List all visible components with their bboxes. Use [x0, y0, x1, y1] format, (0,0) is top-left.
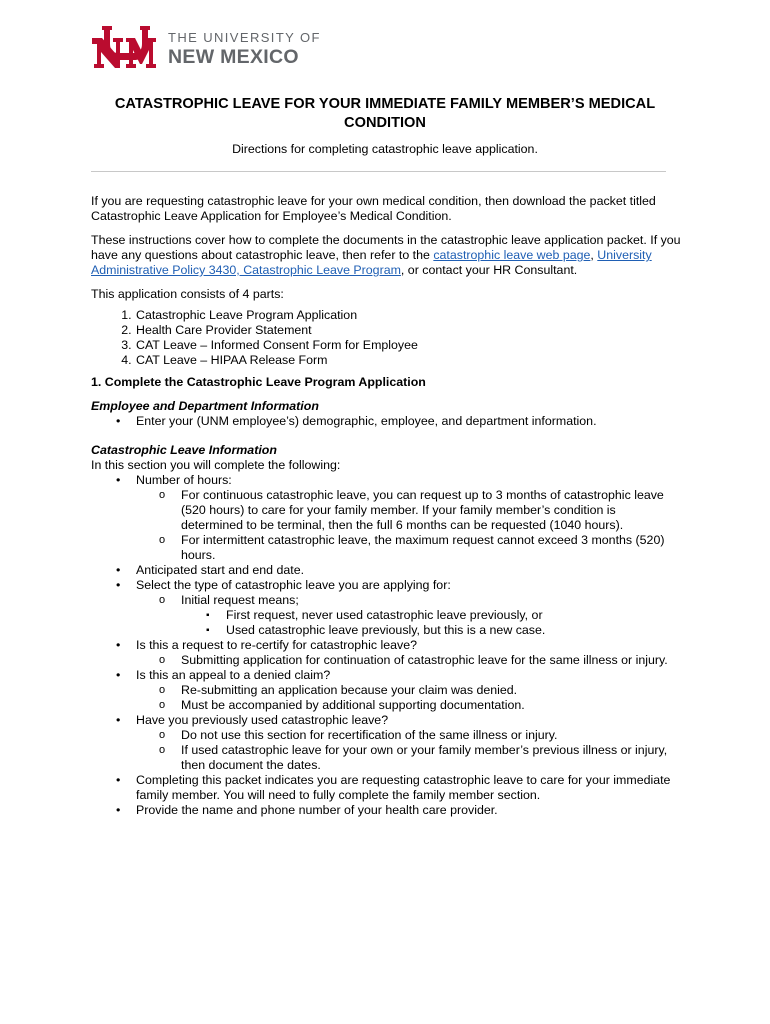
logo-new-mexico: NEW MEXICO: [168, 46, 299, 68]
catastrophic-leave-web-page-link[interactable]: catastrophic leave web page: [433, 248, 591, 262]
list-item: [91, 638, 681, 668]
intro-text: ,: [590, 248, 598, 262]
intro-paragraph-own-condition: If you are requesting catastrophic leave for your own medical condition, then download the packet titled Catastrophic Leave Application for Employee’s Medical Condition.: [91, 194, 656, 223]
sub-list-item: o For continuous catastrophic leave, you can request up to 3 months of catastrophic leave (520 hours) to care for your family member. If your family member’s condition is determined to be terminal, then the full 6 months can be requested (1040 hours).: [136, 488, 681, 533]
sub-list-item: [136, 593, 681, 638]
list-item-text: Select the type of catastrophic leave you are applying for:: [136, 578, 451, 592]
parts-intro: This application consists of 4 parts:: [91, 287, 284, 301]
list-item: • Completing this packet indicates you are requesting catastrophic leave to care for your immediate family member. You will need to fully complete the family member section.: [91, 773, 681, 803]
list-item: 2. Health Care Provider Statement: [135, 323, 681, 338]
sub-list-item: o For intermittent catastrophic leave, the maximum request cannot exceed 3 months (520) hours.: [136, 533, 681, 563]
list-item: 3. CAT Leave – Informed Consent Form for Employee: [135, 338, 681, 353]
sub-list-item: o Do not use this section for recertification of the same illness or injury.: [136, 728, 681, 743]
sub-sub-list-item: ▪ Used catastrophic leave previously, but this is a new case.: [181, 623, 681, 638]
sub-list: [136, 683, 681, 713]
list-item-text: Is this an appeal to a denied claim?: [136, 668, 331, 682]
list-item-text: Have you previously used catastrophic leave?: [136, 713, 389, 727]
list-item: • Provide the name and phone number of your health care provider.: [91, 803, 681, 818]
unm-logo-mark-icon: [90, 24, 162, 74]
sub-list: [136, 488, 681, 563]
list-item-text: Number of hours:: [136, 473, 232, 487]
list-item-text: Is this a request to re-certify for catastrophic leave?: [136, 638, 417, 652]
cat-leave-list: [91, 473, 681, 818]
divider: [91, 171, 666, 172]
intro-text: These instructions cover how to complete the documents in the catastrophic leave application packet. If you have any questions about catastrophic leave, then refer to the: [91, 233, 681, 262]
list-item: [91, 668, 681, 713]
logo-university-of: THE UNIVERSITY OF: [168, 30, 321, 45]
employee-info-list: [91, 414, 681, 429]
page-subtitle: Directions for completing catastrophic leave application.: [232, 142, 538, 156]
unm-logo: [90, 24, 320, 74]
sub-sub-list-item: ▪ First request, never used catastrophic leave previously, or: [181, 608, 681, 623]
sub-list: [136, 653, 681, 668]
sub-sub-list: [181, 608, 681, 638]
sub-list-item: o Must be accompanied by additional supporting documentation.: [136, 698, 681, 713]
parts-list: [91, 308, 681, 368]
cat-leave-intro: In this section you will complete the following:: [91, 458, 341, 472]
list-item: 4. CAT Leave – HIPAA Release Form: [135, 353, 681, 368]
sub-list-item: o Re-submitting an application because your claim was denied.: [136, 683, 681, 698]
list-item: [91, 578, 681, 638]
list-item: [91, 713, 681, 773]
list-item: • Enter your (UNM employee’s) demographic, employee, and department information.: [91, 414, 681, 429]
cat-leave-info-heading: Catastrophic Leave Information: [91, 443, 277, 457]
list-item: 1. Catastrophic Leave Program Application: [135, 308, 681, 323]
document-body: [91, 194, 681, 818]
sub-list-item-text: Initial request means;: [181, 593, 299, 607]
list-item: [91, 473, 681, 563]
sub-list-item: o Submitting application for continuation of catastrophic leave for the same illness or injury.: [136, 653, 681, 668]
intro-paragraph-instructions: [91, 233, 681, 278]
policy-3430-link[interactable]: University Administrative Policy 3430, Catastrophic Leave Program: [91, 248, 652, 277]
sub-list-item: o If used catastrophic leave for your own or your family member’s previous illness or injury, then document the dates.: [136, 743, 681, 773]
employee-info-heading: Employee and Department Information: [91, 399, 319, 413]
page-title: CATASTROPHIC LEAVE FOR YOUR IMMEDIATE FAMILY MEMBER’S MEDICAL CONDITION: [114, 96, 656, 131]
list-item: • Anticipated start and end date.: [91, 563, 681, 578]
sub-list: [136, 593, 681, 638]
intro-text: , or contact your HR Consultant.: [400, 263, 578, 277]
section-heading: 1. Complete the Catastrophic Leave Program Application: [91, 375, 426, 389]
sub-list: [136, 728, 681, 773]
